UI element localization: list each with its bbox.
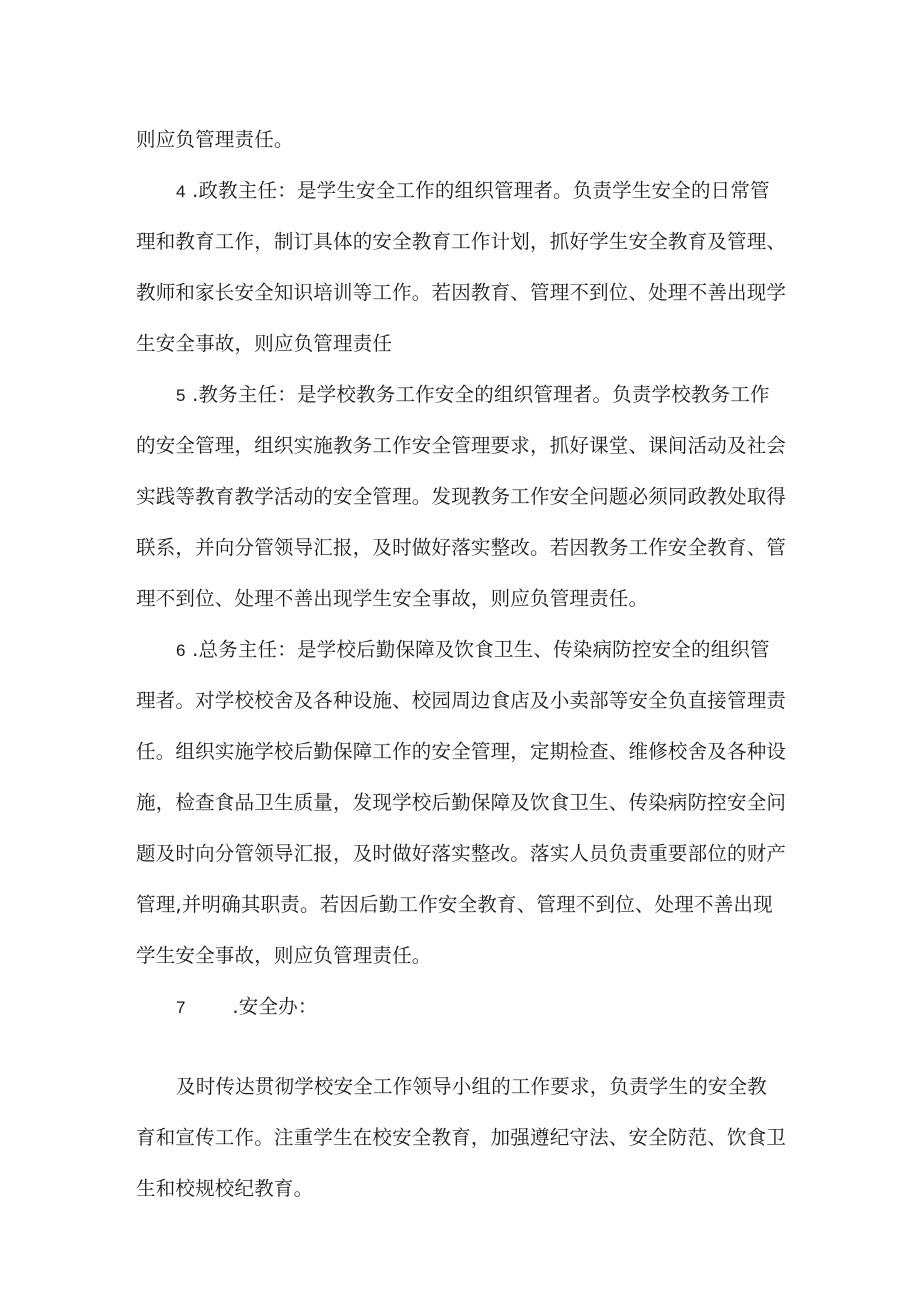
item-text: .总务主任：是学校后勤保障及饮食卫生、传染病防控安全的组织管 — [192, 638, 770, 661]
paragraph-5-line-5: 理不到位、处理不善出现学生安全事故，则应负管理责任。 — [136, 587, 649, 610]
paragraph-6-line-3: 任。组织实施学校后勤保障工作的安全管理，定期检查、维修校舍及各种设 — [136, 740, 787, 763]
paragraph-7-line-3: 生和校规校纪教育。 — [136, 1177, 314, 1200]
item-heading: .安全办： — [232, 995, 318, 1018]
paragraph-5-line-2: 的安全管理，组织实施教务工作安全管理要求，抓好课堂、课间活动及社会 — [136, 434, 787, 457]
paragraph-5-line-3: 实践等教育教学活动的安全管理。发现教务工作安全问题必须同政教处取得 — [136, 485, 787, 508]
paragraph-6-line-6: 管理,并明确其职责。若因后勤工作安全教育、管理不到位、处理不善出现 — [136, 893, 773, 916]
paragraph-6-line-7: 学生安全事故，则应负管理责任。 — [136, 944, 432, 967]
paragraph-5-line-1 — [176, 382, 770, 409]
paragraph-4-line-3: 教师和家长安全知识培训等工作。若因教育、管理不到位、处理不善出现学 — [136, 281, 787, 304]
paragraph-6-line-2: 理者。对学校校舍及各种设施、校园周边食店及小卖部等安全负直接管理责 — [136, 689, 787, 712]
item-number: 7 — [176, 998, 186, 1017]
paragraph-6-line-5: 题及时向分管领导汇报，及时做好落实整改。落实人员负责重要部位的财产 — [136, 842, 787, 865]
paragraph-6-line-4: 施，检查食品卫生质量，发现学校后勤保障及饮食卫生、传染病防控安全问 — [136, 791, 787, 814]
paragraph-6-line-1 — [176, 637, 770, 664]
paragraph-7-line-2: 育和宣传工作。注重学生在校安全教育，加强遵纪守法、安全防范、饮食卫 — [136, 1126, 787, 1149]
item-number: 6 — [176, 641, 186, 660]
paragraph-4-line-4: 生安全事故，则应负管理责任 — [136, 332, 393, 355]
paragraph-4-line-2: 理和教育工作，制订具体的安全教育工作计划，抓好学生安全教育及管理、 — [136, 230, 787, 253]
paragraph-7-line-1: 及时传达贯彻学校安全工作领导小组的工作要求，负责学生的安全教 — [176, 1075, 768, 1098]
paragraph-5-line-4: 联系，并向分管领导汇报，及时做好落实整改。若因教务工作安全教育、管 — [136, 536, 787, 559]
section-7-heading — [176, 994, 318, 1021]
item-text: .教务主任：是学校教务工作安全的组织管理者。负责学校教务工作 — [192, 383, 770, 406]
paragraph-4-line-1 — [176, 178, 770, 205]
item-number: 4 — [176, 182, 186, 201]
item-number: 5 — [176, 386, 186, 405]
item-text: .政教主任：是学生安全工作的组织管理者。负责学生安全的日常管 — [192, 179, 770, 202]
paragraph-3-tail: 则应负管理责任。 — [136, 128, 294, 151]
